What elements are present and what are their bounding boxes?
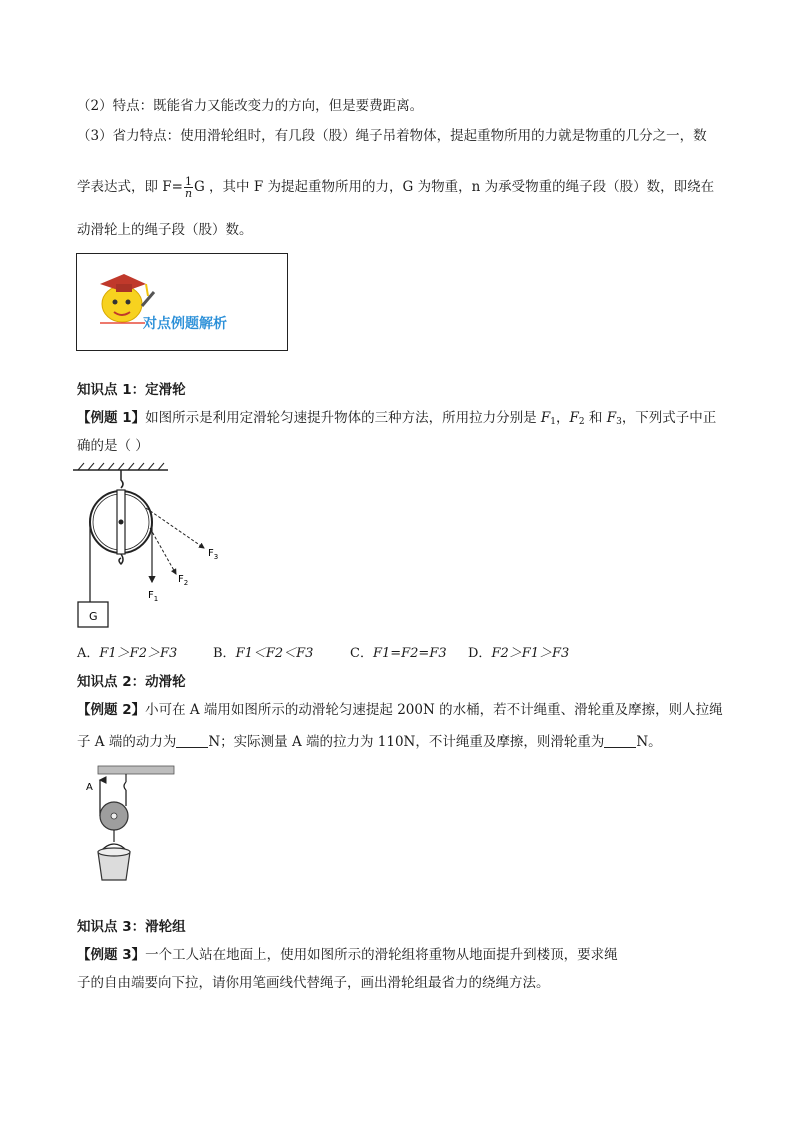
kp1-text: 如图所示是利用定滑轮匀速提升物体的三种方法，所用拉力分别是 — [145, 410, 541, 426]
kp2-heading: 知识点 2：动滑轮 — [77, 674, 186, 690]
intro-feature-line: （2）特点：既能省力又能改变力的方向，但是要费距离。 — [77, 98, 424, 114]
kp3-question-line1 — [77, 945, 727, 965]
kp2-text: 小可在 A 端用如图所示的动滑轮匀速提起 200N 的水桶，若不计绳重、滑轮重及摩擦，则人拉绳 — [145, 702, 723, 718]
intro-last-line: 动滑轮上的绳子段（股）数。 — [77, 222, 253, 238]
answer-blank-1[interactable] — [176, 733, 208, 748]
force-f2-label: $F_2$ — [178, 574, 189, 587]
intro-saving-line: （3）省力特点：使用滑轮组时，有几段（股）绳子吊着物体，提起重物所用的力就是物重的几分之一，数 — [77, 128, 707, 144]
fraction — [184, 176, 193, 199]
kp3-text: 一个工人站在地面上，使用如图所示的滑轮组将重物从地面提升到楼顶，要求绳 — [145, 947, 618, 963]
option-a-expr: F1＞F2＞F3 — [99, 646, 178, 661]
fraction-numerator: 1 — [184, 175, 192, 188]
fraction-denominator: n — [184, 187, 193, 200]
kp1-question-line2: 确的是（ ） — [77, 438, 149, 454]
intro-formula-line — [77, 176, 727, 199]
kp3-heading: 知识点 3：滑轮组 — [77, 919, 186, 935]
option-c[interactable]: C．F1=F2=F3 — [350, 646, 447, 661]
kp3-example-tag: 【例题 3】 — [77, 947, 146, 963]
kp1-example-tag: 【例题 1】 — [77, 410, 146, 426]
option-b-expr: F1＜F2＜F3 — [235, 646, 314, 661]
kp2-question-line2: 子 A 端的动力为 N；实际测量 A 端的拉力为 110N，不计绳重及摩擦，则滑轮重为 N。 — [77, 734, 662, 750]
movable-pulley-figure — [78, 760, 178, 885]
banner-underline — [100, 320, 145, 326]
option-c-expr: F1=F2=F3 — [372, 646, 447, 661]
fixed-pulley-figure — [70, 460, 240, 630]
force-f1-label: $F_1$ — [148, 590, 159, 603]
option-a[interactable]: A．F1＞F2＞F3 — [77, 646, 178, 661]
kp3-question-line2: 子的自由端要向下拉，请你用笔画线代替绳子，画出滑轮组最省力的绕绳方法。 — [77, 975, 550, 991]
option-d[interactable]: D．F2＞F1＞F3 — [468, 646, 570, 661]
force-f3-label: $F_3$ — [208, 548, 219, 561]
kp1-text-end: ，下列式子中正 — [621, 410, 717, 426]
banner-title: 对点例题解析 — [143, 316, 227, 332]
weight-label: G — [89, 610, 98, 623]
option-b[interactable]: B．F1＜F2＜F3 — [213, 646, 314, 661]
end-a-label: A — [86, 782, 93, 793]
formula-prefix: 学表达式，即 F= — [77, 179, 183, 195]
formula-suffix: G ，其中 F 为提起重物所用的力，G 为物重，n 为承受物重的绳子段（股）数，即绕在 — [193, 179, 715, 195]
option-d-expr: F2＞F1＞F3 — [491, 646, 570, 661]
answer-blank-2[interactable] — [604, 733, 636, 748]
kp2-question-line1 — [77, 700, 727, 720]
kp1-heading: 知识点 1：定滑轮 — [77, 382, 186, 398]
kp2-example-tag: 【例题 2】 — [77, 702, 146, 718]
kp1-question-line1: 【例题 1】如图所示是利用定滑轮匀速提升物体的三种方法，所用拉力分别是 $F_1$，$F_2$ 和 $F_3$，下列式子中正 — [77, 410, 717, 427]
